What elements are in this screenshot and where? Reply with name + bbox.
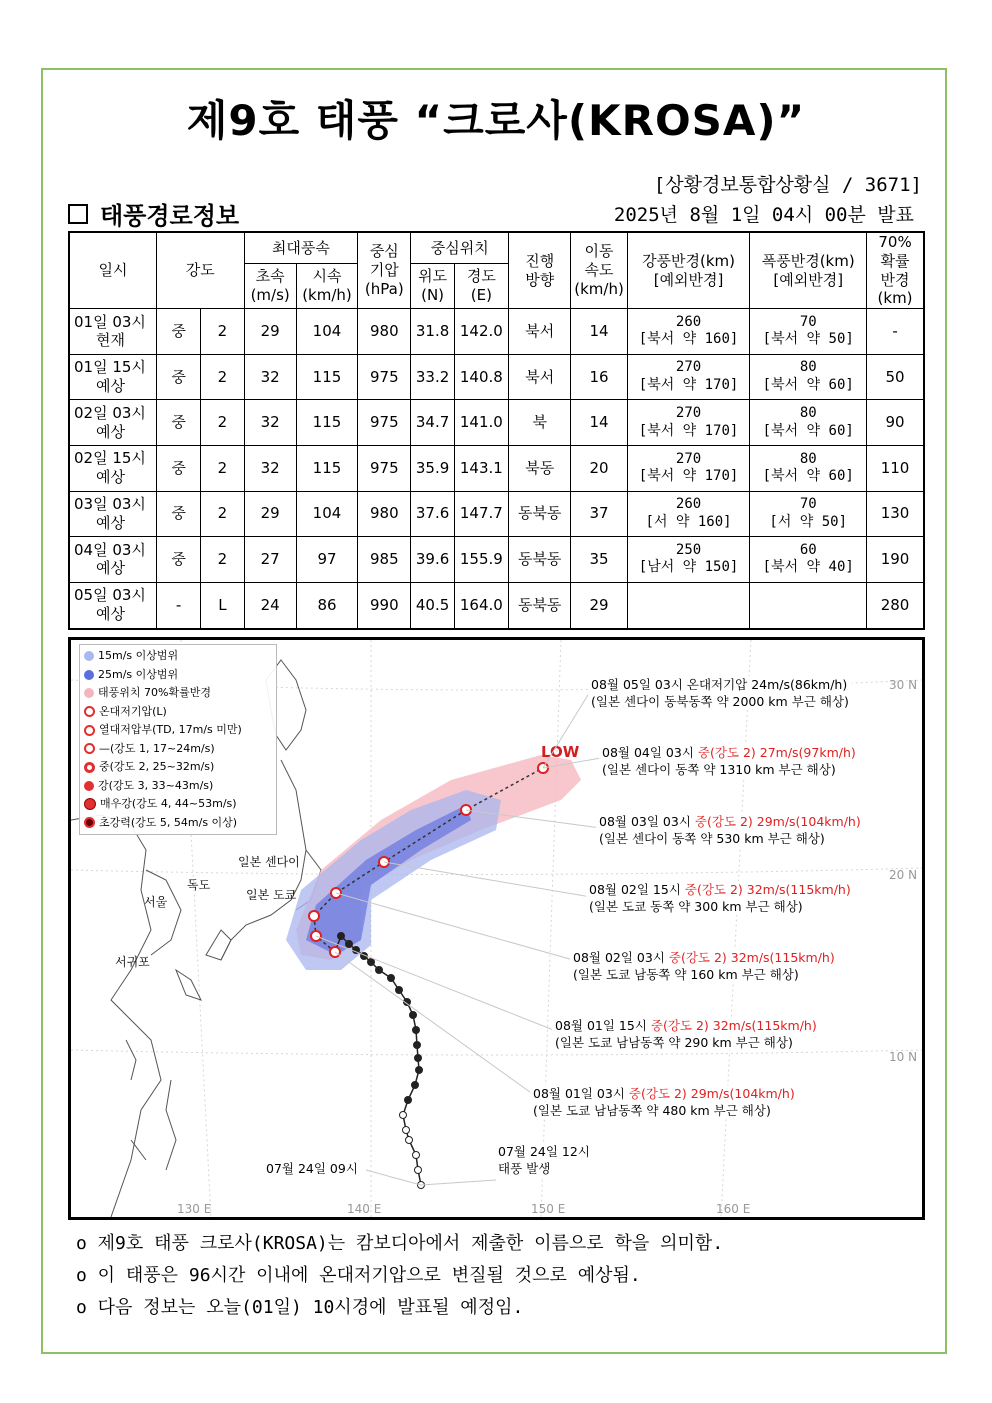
prob-radius-cell: 130 xyxy=(867,491,924,537)
typhoon-level3-icon xyxy=(84,781,94,791)
lat-cell: 39.6 xyxy=(411,537,454,583)
lon-label: 160 E xyxy=(716,1202,751,1216)
lat-cell: 37.6 xyxy=(411,491,454,537)
wind-ms-cell: 32 xyxy=(244,400,296,446)
past-track-point xyxy=(346,941,353,948)
map-legend xyxy=(79,644,277,835)
table-row xyxy=(69,309,924,355)
storm-radius-cell: 80 [북서 약 60] xyxy=(750,400,867,446)
past-track-point xyxy=(368,959,375,966)
notes xyxy=(76,1228,723,1324)
lat-label: 30 N xyxy=(889,678,918,692)
pressure-cell: 975 xyxy=(358,354,411,400)
header-wind-kmh: 시속 (km/h) xyxy=(296,264,357,309)
legend-item: 온대저기압(L) xyxy=(84,703,272,722)
header-strong-radius: 강풍반경(km) [예외반경] xyxy=(627,232,750,309)
place-seoul: 서울 xyxy=(144,895,168,909)
lon-cell: 142.0 xyxy=(454,309,508,355)
wind-ms-cell: 29 xyxy=(244,309,296,355)
intensity-cell: - xyxy=(157,582,201,628)
forecast-callout: 08월 02일 15시 중(강도 2) 32m/s(115km/h) (일본 도쿄 동쪽 약 300 km 부근 해상) xyxy=(586,881,854,915)
date-cell: 01일 03시 현재 xyxy=(69,309,157,355)
place-dokdo: 독도 xyxy=(187,878,211,892)
past-track-point xyxy=(403,1127,410,1134)
past-track-point xyxy=(338,933,345,940)
pressure-cell: 975 xyxy=(358,400,411,446)
legend-item: 초강력(강도 5, 54m/s 이상) xyxy=(84,814,272,833)
lat-cell: 31.8 xyxy=(411,309,454,355)
past-track-point xyxy=(415,1167,422,1174)
start-label: 07월 24일 09시 xyxy=(263,1160,361,1177)
direction-cell: 동북동 xyxy=(509,537,571,583)
strong-radius-cell: 270 [북서 약 170] xyxy=(627,354,750,400)
table-row xyxy=(69,537,924,583)
date-cell: 03일 03시 예상 xyxy=(69,491,157,537)
lat-cell: 35.9 xyxy=(411,445,454,491)
typhoon-level2-icon xyxy=(84,762,95,773)
past-track-point xyxy=(413,1152,420,1159)
prob-radius-cell: 50 xyxy=(867,354,924,400)
pink-dot-icon xyxy=(84,688,94,698)
strong-radius-cell: 270 [북서 약 170] xyxy=(627,445,750,491)
intensity-cell: 중 xyxy=(157,445,201,491)
wind-kmh-cell: 115 xyxy=(296,445,357,491)
forecast-callout: 08월 01일 15시 중(강도 2) 32m/s(115km/h) (일본 도쿄 남남동쪽 약 290 km 부근 해상) xyxy=(552,1017,820,1051)
level-cell: 2 xyxy=(201,400,244,446)
typhoon-track-map xyxy=(68,637,925,1220)
office-label: [상황경보통합상황실 / 3671] xyxy=(653,174,922,196)
direction-cell: 북동 xyxy=(509,445,571,491)
header-prob-radius: 70% 확률 반경 (km) xyxy=(867,232,924,309)
genesis-callout: 07월 24일 12시 태풍 발생 xyxy=(495,1143,593,1177)
table-row xyxy=(69,445,924,491)
past-track-point xyxy=(406,1137,413,1144)
header-wind-ms: 초속 (m/s) xyxy=(244,264,296,309)
date-cell: 02일 15시 예상 xyxy=(69,445,157,491)
past-track-point xyxy=(400,1112,407,1119)
lon-cell: 141.0 xyxy=(454,400,508,446)
past-track-point xyxy=(416,1067,423,1074)
forecast-callout: 08월 02일 03시 중(강도 2) 32m/s(115km/h) (일본 도쿄 남동쪽 약 160 km 부근 해상) xyxy=(570,949,838,983)
table-row xyxy=(69,491,924,537)
forecast-track-point xyxy=(309,911,319,921)
wind-ms-cell: 27 xyxy=(244,537,296,583)
place-sendai: 일본 센다이 xyxy=(238,855,300,869)
level-cell: 2 xyxy=(201,537,244,583)
pressure-cell: 990 xyxy=(358,582,411,628)
speed-cell: 29 xyxy=(571,582,627,628)
wind-ms-cell: 24 xyxy=(244,582,296,628)
past-track-point xyxy=(410,1012,417,1019)
level-cell: 2 xyxy=(201,445,244,491)
direction-cell: 동북동 xyxy=(509,491,571,537)
storm-radius-cell: 80 [북서 약 60] xyxy=(750,354,867,400)
header-speed: 이동 속도 (km/h) xyxy=(571,232,627,309)
wind-kmh-cell: 104 xyxy=(296,309,357,355)
prob-radius-cell: - xyxy=(867,309,924,355)
wind-ms-cell: 32 xyxy=(244,354,296,400)
low-label: LOW xyxy=(541,743,580,761)
wind-kmh-cell: 104 xyxy=(296,491,357,537)
wind-ms-cell: 29 xyxy=(244,491,296,537)
header-lon: 경도 (E) xyxy=(454,264,508,309)
section-header xyxy=(68,196,239,231)
level-cell: 2 xyxy=(201,309,244,355)
date-cell: 02일 03시 예상 xyxy=(69,400,157,446)
wind-kmh-cell: 97 xyxy=(296,537,357,583)
prob-radius-cell: 110 xyxy=(867,445,924,491)
place-seogwipo: 서귀포 xyxy=(115,955,150,969)
typhoon-level4-icon xyxy=(84,798,96,810)
tropical-depression-icon xyxy=(84,725,95,736)
extratropical-low-icon xyxy=(84,706,95,717)
typhoon-level5-icon xyxy=(84,817,95,828)
forecast-callout: 08월 03일 03시 중(강도 2) 29m/s(104km/h) (일본 센다이 동쪽 약 530 km 부근 해상) xyxy=(596,813,864,847)
wind-kmh-cell: 86 xyxy=(296,582,357,628)
light-blue-dot-icon xyxy=(84,651,94,661)
issued-time: 2025년 8월 1일 04시 00분 발표 xyxy=(613,204,914,226)
typhoon-level1-icon xyxy=(84,743,95,754)
wind-kmh-cell: 115 xyxy=(296,400,357,446)
past-track-point xyxy=(388,975,395,982)
table-row xyxy=(69,582,924,628)
legend-item: 강(강도 3, 33~43m/s) xyxy=(84,777,272,796)
lat-label: 10 N xyxy=(889,1050,918,1064)
wind-kmh-cell: 115 xyxy=(296,354,357,400)
table-row xyxy=(69,400,924,446)
prob-radius-cell: 280 xyxy=(867,582,924,628)
blue-dot-icon xyxy=(84,670,94,680)
checkbox-icon xyxy=(68,204,88,224)
prob-radius-cell: 90 xyxy=(867,400,924,446)
forecast-callout: 08월 04일 03시 중(강도 2) 27m/s(97km/h) (일본 센다이 동쪽 약 1310 km 부근 해상) xyxy=(599,744,859,778)
strong-radius-cell: 270 [북서 약 170] xyxy=(627,400,750,446)
lat-cell: 40.5 xyxy=(411,582,454,628)
intensity-cell: 중 xyxy=(157,537,201,583)
strong-radius-cell: 260 [북서 약 160] xyxy=(627,309,750,355)
legend-item: 열대저압부(TD, 17m/s 미만) xyxy=(84,721,272,740)
place-tokyo: 일본 도쿄 xyxy=(246,888,297,902)
date-cell: 01일 15시 예상 xyxy=(69,354,157,400)
header-max-wind: 최대풍속 xyxy=(244,232,358,264)
level-cell: 2 xyxy=(201,491,244,537)
direction-cell: 북서 xyxy=(509,309,571,355)
header-lat: 위도 (N) xyxy=(411,264,454,309)
date-cell: 05일 03시 예상 xyxy=(69,582,157,628)
date-cell: 04일 03시 예상 xyxy=(69,537,157,583)
strong-radius-cell: 260 [서 약 160] xyxy=(627,491,750,537)
past-track-point xyxy=(376,967,383,974)
past-track-point xyxy=(415,1055,422,1062)
section-title: 태풍경로정보 xyxy=(100,202,240,230)
storm-radius-cell: 60 [북서 약 40] xyxy=(750,537,867,583)
speed-cell: 20 xyxy=(571,445,627,491)
header-intensity: 강도 xyxy=(157,232,245,309)
lon-label: 150 E xyxy=(531,1202,566,1216)
speed-cell: 14 xyxy=(571,400,627,446)
lon-cell: 147.7 xyxy=(454,491,508,537)
intensity-cell: 중 xyxy=(157,354,201,400)
speed-cell: 14 xyxy=(571,309,627,355)
legend-item: —(강도 1, 17~24m/s) xyxy=(84,740,272,759)
strong-radius-cell xyxy=(627,582,750,628)
lat-cell: 33.2 xyxy=(411,354,454,400)
page-title: 제9호 태풍 “크로사(KROSA)” xyxy=(186,96,806,145)
intensity-cell: 중 xyxy=(157,400,201,446)
pressure-cell: 980 xyxy=(358,309,411,355)
prob-radius-cell: 190 xyxy=(867,537,924,583)
table-row xyxy=(69,354,924,400)
lon-cell: 164.0 xyxy=(454,582,508,628)
intensity-cell: 중 xyxy=(157,309,201,355)
legend-item: 중(강도 2, 25~32m/s) xyxy=(84,758,272,777)
lon-cell: 140.8 xyxy=(454,354,508,400)
note-line: o 다음 정보는 오늘(01일) 10시경에 발표될 예정임. xyxy=(76,1297,524,1318)
storm-radius-cell: 80 [북서 약 60] xyxy=(750,445,867,491)
lon-cell: 143.1 xyxy=(454,445,508,491)
lon-cell: 155.9 xyxy=(454,537,508,583)
note-line: o 제9호 태풍 크로사(KROSA)는 캄보디아에서 제출한 이름으로 학을 의미함. xyxy=(76,1233,724,1254)
speed-cell: 37 xyxy=(571,491,627,537)
storm-radius-cell: 70 [서 약 50] xyxy=(750,491,867,537)
direction-cell: 북서 xyxy=(509,354,571,400)
forecast-callout: 08월 01일 03시 중(강도 2) 29m/s(104km/h) (일본 도쿄 남남동쪽 약 480 km 부근 해상) xyxy=(530,1085,798,1119)
legend-item: 25m/s 이상범위 xyxy=(84,666,272,685)
legend-item: 15m/s 이상범위 xyxy=(84,647,272,666)
note-line: o 이 태풍은 96시간 이내에 온대저기압으로 변질될 것으로 예상됨. xyxy=(76,1265,641,1286)
lat-cell: 34.7 xyxy=(411,400,454,446)
past-track-point xyxy=(405,1097,412,1104)
pressure-cell: 980 xyxy=(358,491,411,537)
pressure-cell: 985 xyxy=(358,537,411,583)
wind-ms-cell: 32 xyxy=(244,445,296,491)
past-track-point xyxy=(412,1082,419,1089)
past-track-point xyxy=(396,987,403,994)
header-pressure: 중심 기압 (hPa) xyxy=(358,232,411,309)
intensity-cell: 중 xyxy=(157,491,201,537)
legend-item: 태풍위치 70%확률반경 xyxy=(84,684,272,703)
storm-radius-cell: 70 [북서 약 50] xyxy=(750,309,867,355)
legend-item: 매우강(강도 4, 44~53m/s) xyxy=(84,795,272,814)
pressure-cell: 975 xyxy=(358,445,411,491)
header-direction: 진행 방향 xyxy=(509,232,571,309)
level-cell: L xyxy=(201,582,244,628)
direction-cell: 동북동 xyxy=(509,582,571,628)
typhoon-track-table xyxy=(68,231,925,630)
level-cell: 2 xyxy=(201,354,244,400)
forecast-callout: 08월 05일 03시 온대저기압 24m/s(86km/h) (일본 센다이 동북동쪽 약 2000 km 부근 해상) xyxy=(588,676,852,710)
lat-label: 20 N xyxy=(889,868,918,882)
header-storm-radius: 폭풍반경(km) [예외반경] xyxy=(750,232,867,309)
past-track-point xyxy=(414,1042,421,1049)
direction-cell: 북 xyxy=(509,400,571,446)
storm-radius-cell xyxy=(750,582,867,628)
strong-radius-cell: 250 [남서 약 150] xyxy=(627,537,750,583)
speed-cell: 35 xyxy=(571,537,627,583)
speed-cell: 16 xyxy=(571,354,627,400)
lon-label: 130 E xyxy=(177,1202,212,1216)
header-position: 중심위치 xyxy=(411,232,509,264)
header-datetime: 일시 xyxy=(69,232,157,309)
lon-label: 140 E xyxy=(347,1202,382,1216)
past-track-point xyxy=(413,1027,420,1034)
